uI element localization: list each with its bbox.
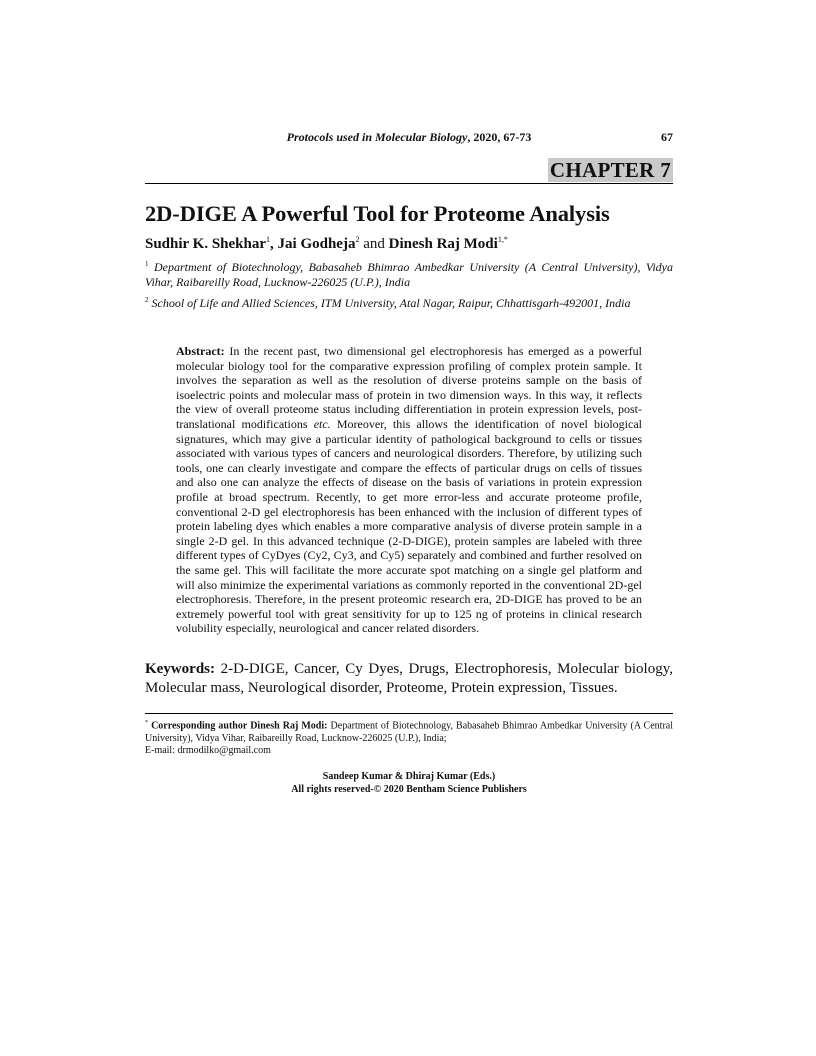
keywords-text: 2-D-DIGE, Cancer, Cy Dyes, Drugs, Electrophoresis, Molecular biology, Molecular mass, Neurological disorder, Proteome, Protein expression, Tissues. xyxy=(145,660,673,696)
author-affiliation-mark: 2 xyxy=(355,235,360,244)
abstract xyxy=(176,344,642,636)
journal-citation xyxy=(145,130,673,145)
author-separator: and xyxy=(359,236,389,252)
paper-page xyxy=(145,130,673,796)
affiliation-text: School of Life and Allied Sciences, ITM University, Atal Nagar, Raipur, Chhattisgarh-492001, India xyxy=(151,296,631,310)
footnote-label: Corresponding author Dinesh Raj Modi: xyxy=(148,720,328,732)
footnote-rule xyxy=(145,713,673,714)
affiliation xyxy=(145,293,673,311)
affiliation xyxy=(145,257,673,290)
footnote-email: E-mail: drmodilko@gmail.com xyxy=(145,745,271,757)
author-name: Sudhir K. Shekhar xyxy=(145,236,267,252)
affiliation-mark: 2 xyxy=(145,296,149,304)
abstract-etc: etc. xyxy=(313,416,331,431)
page-number: 67 xyxy=(661,130,673,144)
running-head xyxy=(145,130,673,148)
chapter-label: CHAPTER 7 xyxy=(549,158,671,182)
footnote-text: Department of Biotechnology, Babasaheb Bhimrao Ambedkar University (A Central University), Vidya Vihar, Raibareilly Road, Lucknow-226025 (U.P.), India; xyxy=(145,720,673,744)
paper-title: 2D-DIGE A Powerful Tool for Proteome Analysis xyxy=(145,201,610,226)
author-separator: , xyxy=(270,236,278,252)
author-affiliation-mark: 1 xyxy=(266,235,271,244)
editors-names: Sandeep Kumar & Dhiraj Kumar (Eds.) xyxy=(322,771,496,783)
abstract-label: Abstract: xyxy=(176,344,225,358)
corresponding-author-footnote xyxy=(145,717,673,758)
author-affiliation-mark: 1,* xyxy=(497,235,508,244)
keywords xyxy=(145,660,673,698)
keywords-label: Keywords: xyxy=(145,660,215,677)
abstract-text: In the recent past, two dimensional gel electrophoresis has emerged as a powerful molecular biology tool for the comparative expression profiling of complex protein sample. It involves the separation as well as the resolution of diverse proteins sample on the basis of isoelectric points and molecular mass of protein in two dimension ways. In this way, it reflects the view of overall proteome status including differentiation in protein expression levels, post-translational modifications xyxy=(176,344,642,431)
author-list xyxy=(145,234,673,254)
chapter-row xyxy=(145,158,673,182)
journal-name: Protocols used in Molecular Biology xyxy=(286,130,468,144)
journal-volume-pages: , 2020, 67-73 xyxy=(467,130,532,144)
copyright-line: All rights reserved-© 2020 Bentham Science Publishers xyxy=(291,783,527,795)
header-rule xyxy=(145,183,673,184)
author-name: Jai Godheja xyxy=(277,236,356,252)
affiliation-mark: 1 xyxy=(145,260,149,268)
affiliation-text: Department of Biotechnology, Babasaheb Bhimrao Ambedkar University (A Central University), Vidya Vihar, Raibareilly Road, Lucknow-226025 (U.P.), India xyxy=(145,260,674,289)
author-name: Dinesh Raj Modi xyxy=(388,236,498,252)
abstract-text: Moreover, this allows the identification of novel biological signatures, which may give a particular identity of pathological background to cells or tissues associated with various types of cancers and neurological disorders. Therefore, by utilizing such tools, one can clearly investigate and compare the effects of particular drugs on cells of tissues and also one can analyze the effects of disease on the basis of variations in protein expression profile at broad spectrum. Recently, to get more error-less and accurate proteome profile, conventional 2-D gel electrophoresis has been enhanced with the inclusion of different types of protein labeling dyes which enables a more comparative analysis of diverse protein sample in a single 2-D gel. In this advanced technique (2-D-DIGE), protein samples are labeled with three different types of CyDyes (Cy2, Cy3, and Cy5) separately and combined and further resolved on the same gel. This will facilitate the more accurate spot matching on a single gel platform and will also minimize the experimental variations as commonly reported in the conventional 2D-gel electrophoresis. Therefore, in the present proteomic research era, 2D-DIGE has proved to be an extremely powerful tool with great sensitivity for up to 125 ng of proteins in clinical research volubility especially, neurological and cancer related disorders. xyxy=(176,416,642,636)
editors-block xyxy=(145,771,673,796)
footnote-mark: * xyxy=(145,719,148,726)
